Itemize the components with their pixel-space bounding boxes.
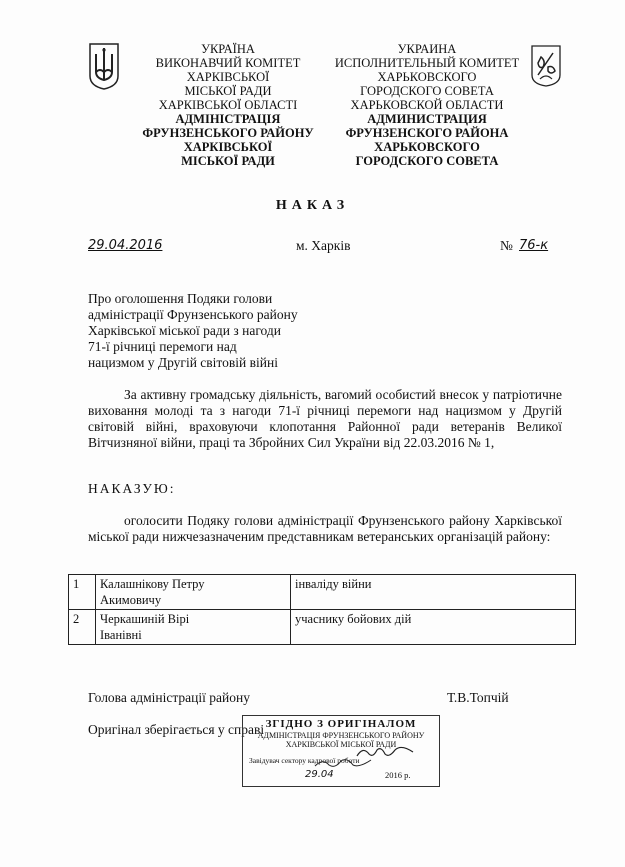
header-left-line: ХАРКІВСЬКОЇ ОБЛАСТІ: [158, 98, 298, 112]
name-line: Черкашиній Вірі: [100, 612, 190, 626]
preamble-paragraph: За активну громадську діяльність, вагомий особистий внесок у патріотичне виховання молоді та з нагоди 71-ї річниці перемоги над нацизмом у Другій світовій війні, враховуючи клопотання Районної ради ветеранів Великої Вітчизняної війни, праці та Збройних Сил України від 22.03.2016 № 1,: [88, 387, 562, 450]
document-city: м. Харків: [296, 238, 351, 253]
header-left-bold-line: АДМІНІСТРАЦІЯ: [175, 112, 281, 126]
name-line: Акимовичу: [100, 593, 162, 607]
document-number: 76-к: [519, 238, 549, 253]
order-word: НАКАЗУЮ:: [88, 481, 176, 496]
recipients-table: [68, 574, 576, 645]
table-cell-number: 2: [69, 610, 96, 645]
header-right-line: ХАРЬКОВСКОЙ ОБЛАСТИ: [350, 98, 504, 112]
document-date: 29.04.2016: [88, 238, 163, 253]
stamp-line: АДМІНІСТРАЦІЯ ФРУНЗЕНСЬКОГО РАЙОНУ: [257, 731, 425, 740]
subject-block: [88, 291, 348, 371]
stamp-title: ЗГІДНО З ОРИГІНАЛОМ: [265, 718, 417, 730]
header-left: [128, 42, 328, 168]
subject-line: нацизмом у Другій світовій війні: [88, 355, 278, 370]
signature-scribble-icon: [313, 756, 373, 770]
table-cell-number: 1: [69, 575, 96, 610]
header-right: [322, 42, 532, 168]
header-right-bold-line: ГОРОДСКОГО СОВЕТА: [355, 154, 499, 168]
subject-line: 71-ї річниці перемоги над: [88, 339, 237, 354]
stamp-date: 29.04: [305, 769, 334, 780]
table-cell-name: [96, 610, 291, 645]
signature-name: Т.В.Топчій: [447, 690, 509, 705]
header-right-bold-line: ФРУНЗЕНСКОГО РАЙОНА: [345, 126, 509, 140]
header-right-line: ГОРОДСКОГО СОВЕТА: [360, 84, 494, 98]
ukraine-coat-of-arms-icon: [88, 42, 120, 90]
header-left-line: МІСЬКОЇ РАДИ: [184, 84, 272, 98]
header-left-bold-line: ХАРКІВСЬКОЇ: [183, 140, 273, 154]
header-right-line: УКРАИНА: [397, 42, 457, 56]
certification-stamp: [242, 715, 440, 787]
document-title: НАКАЗ: [275, 198, 350, 213]
signature-role: Голова адміністрації району: [88, 690, 250, 705]
subject-line: адміністрації Фрунзенського району: [88, 307, 298, 322]
original-note: Оригінал зберігається у справі: [88, 722, 265, 737]
header-right-line: ХАРЬКОВСКОГО: [377, 70, 477, 84]
order-paragraph: оголосити Подяку голови адміністрації Фрунзенського району Харківської міської ради нижчезазначеним представникам ветеранських організацій району:: [88, 513, 562, 544]
subject-line: Про оголошення Подяки голови: [88, 291, 273, 306]
number-prefix: №: [500, 238, 513, 253]
table-row: [69, 610, 576, 645]
subject-line: Харківської міської ради з нагоди: [88, 323, 281, 338]
table-cell-status: учаснику бойових дій: [291, 610, 576, 645]
kharkiv-coat-of-arms-icon: [531, 45, 561, 87]
header-left-line: ХАРКІВСЬКОЇ: [186, 70, 270, 84]
header-right-line: ИСПОЛНИТЕЛЬНЫЙ КОМИТЕТ: [334, 56, 520, 70]
stamp-year: 2016 р.: [385, 770, 411, 780]
table-cell-name: [96, 575, 291, 610]
header-left-bold-line: ФРУНЗЕНСЬКОГО РАЙОНУ: [142, 126, 314, 140]
name-line: Іванівні: [100, 628, 142, 642]
header-left-bold-line: МІСЬКОЇ РАДИ: [181, 154, 275, 168]
stamp-position: Завідувач сектору кадрової роботи: [249, 756, 360, 765]
table-cell-status: інваліду війни: [291, 575, 576, 610]
header-left-line: УКРАЇНА: [201, 42, 255, 56]
name-line: Калашнікову Петру: [100, 577, 205, 591]
header-left-line: ВИКОНАВЧИЙ КОМІТЕТ: [155, 56, 301, 70]
table-row: [69, 575, 576, 610]
stamp-line: ХАРКІВСЬКОЇ МІСЬКОЇ РАДИ: [285, 740, 397, 749]
header-right-bold-line: ХАРЬКОВСКОГО: [374, 140, 480, 154]
header-right-bold-line: АДМИНИСТРАЦИЯ: [367, 112, 487, 126]
